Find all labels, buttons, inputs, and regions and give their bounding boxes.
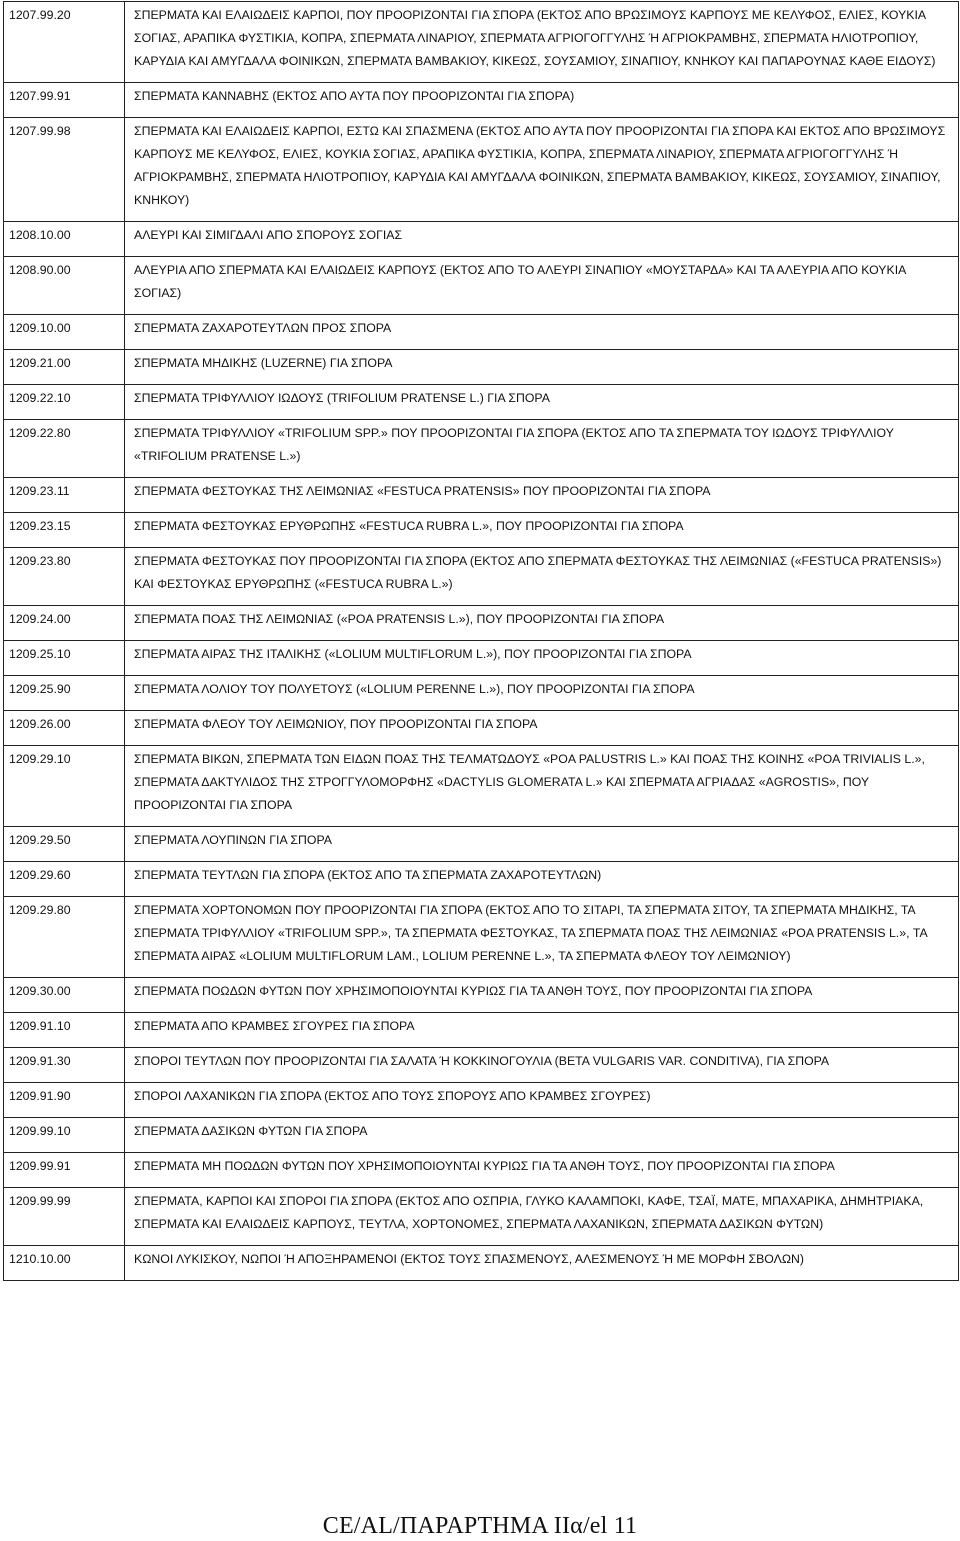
tariff-code: 1209.10.00	[4, 315, 125, 350]
table-row	[4, 1083, 959, 1118]
tariff-code: 1210.10.00	[4, 1246, 125, 1281]
tariff-code: 1209.99.99	[4, 1188, 125, 1246]
table-row	[4, 350, 959, 385]
product-description: ΣΠΕΡΜΑΤΑ ΚΑΝΝΑΒΗΣ (ΕΚΤΟΣ ΑΠΟ ΑΥΤΑ ΠΟΥ ΠΡΟΟΡΙΖΟΝΤΑΙ ΓΙΑ ΣΠΟΡΑ)	[125, 83, 959, 118]
tariff-code: 1209.25.90	[4, 676, 125, 711]
tariff-code: 1209.22.10	[4, 385, 125, 420]
tariff-code: 1209.25.10	[4, 641, 125, 676]
tariff-code: 1209.91.10	[4, 1013, 125, 1048]
table-row	[4, 978, 959, 1013]
table-row	[4, 1188, 959, 1246]
product-description: ΣΠΕΡΜΑΤΑ ΑΙΡΑΣ ΤΗΣ ΙΤΑΛΙΚΗΣ («LOLIUM MULTIFLORUM L.»), ΠΟΥ ΠΡΟΟΡΙΖΟΝΤΑΙ ΓΙΑ ΣΠΟΡΑ	[125, 641, 959, 676]
table-row	[4, 862, 959, 897]
tariff-code: 1209.99.10	[4, 1118, 125, 1153]
table-row	[4, 641, 959, 676]
product-description: ΣΠΕΡΜΑΤΑ ΤΕΥΤΛΩΝ ΓΙΑ ΣΠΟΡΑ (ΕΚΤΟΣ ΑΠΟ ΤΑ ΣΠΕΡΜΑΤΑ ΖΑΧΑΡΟΤΕΥΤΛΩΝ)	[125, 862, 959, 897]
product-description: ΣΠΕΡΜΑΤΑ ΤΡΙΦΥΛΛΙΟΥ ΙΩΔΟΥΣ (TRIFOLIUM PRATENSE L.) ΓΙΑ ΣΠΟΡΑ	[125, 385, 959, 420]
table-row	[4, 478, 959, 513]
product-description: ΣΠΕΡΜΑΤΑ ΦΛΕΟΥ ΤΟΥ ΛΕΙΜΩΝΙΟΥ, ΠΟΥ ΠΡΟΟΡΙΖΟΝΤΑΙ ΓΙΑ ΣΠΟΡΑ	[125, 711, 959, 746]
table-row	[4, 1246, 959, 1281]
table-row	[4, 1013, 959, 1048]
tariff-code: 1209.23.11	[4, 478, 125, 513]
product-description: ΣΠΟΡΟΙ ΛΑΧΑΝΙΚΩΝ ΓΙΑ ΣΠΟΡΑ (ΕΚΤΟΣ ΑΠΟ ΤΟΥΣ ΣΠΟΡΟΥΣ ΑΠΟ ΚΡΑΜΒΕΣ ΣΓΟΥΡΕΣ)	[125, 1083, 959, 1118]
tariff-code: 1209.23.80	[4, 548, 125, 606]
table-row	[4, 513, 959, 548]
product-description: ΣΠΕΡΜΑΤΑ ΒΙΚΩΝ, ΣΠΕΡΜΑΤΑ ΤΩΝ ΕΙΔΩΝ ΠΟΑΣ ΤΗΣ ΤΕΛΜΑΤΩΔΟΥΣ «POA PALUSTRIS L.» ΚΑΙ ΠΟΑΣ ΤΗΣ ΚΟΙΝΗΣ «POA TRIVIALIS L.», ΣΠΕΡΜΑΤΑ ΔΑΚΤΥΛΙΔΟΣ ΤΗΣ ΣΤΡΟΓΓΥΛΟΜΟΡΦΗΣ «DACTYLIS GLOMERATA L.» ΚΑΙ ΣΠΕΡΜΑΤΑ ΑΓΡΙΑΔΑΣ «AGROSTIS», ΠΟΥ ΠΡΟΟΡΙΖΟΝΤΑΙ ΓΙΑ ΣΠΟΡΑ	[125, 746, 959, 827]
tariff-code: 1207.99.98	[4, 118, 125, 222]
tariff-code: 1209.91.30	[4, 1048, 125, 1083]
table-row	[4, 222, 959, 257]
table-row	[4, 2, 959, 83]
table-row	[4, 118, 959, 222]
product-description: ΣΠΕΡΜΑΤΑ ΠΟΩΔΩΝ ΦΥΤΩΝ ΠΟΥ ΧΡΗΣΙΜΟΠΟΙΟΥΝΤΑΙ ΚΥΡΙΩΣ ΓΙΑ ΤΑ ΑΝΘΗ ΤΟΥΣ, ΠΟΥ ΠΡΟΟΡΙΖΟΝΤΑΙ ΓΙΑ ΣΠΟΡΑ	[125, 978, 959, 1013]
product-description: ΣΠΕΡΜΑΤΑ ΔΑΣΙΚΩΝ ΦΥΤΩΝ ΓΙΑ ΣΠΟΡΑ	[125, 1118, 959, 1153]
table-row	[4, 420, 959, 478]
product-description: ΣΠΕΡΜΑΤΑ ΚΑΙ ΕΛΑΙΩΔΕΙΣ ΚΑΡΠΟΙ, ΠΟΥ ΠΡΟΟΡΙΖΟΝΤΑΙ ΓΙΑ ΣΠΟΡΑ (ΕΚΤΟΣ ΑΠΟ ΒΡΩΣΙΜΟΥΣ ΚΑΡΠΟΥΣ ΜΕ ΚΕΛΥΦΟΣ, ΕΛΙΕΣ, ΚΟΥΚΙΑ ΣΟΓΙΑΣ, ΑΡΑΠΙΚΑ ΦΥΣΤΙΚΙΑ, ΚΟΠΡΑ, ΣΠΕΡΜΑΤΑ ΛΙΝΑΡΙΟΥ, ΣΠΕΡΜΑΤΑ ΑΓΡΙΟΓΟΓΓΥΛΗΣ Ή ΑΓΡΙΟΚΡΑΜΒΗΣ, ΣΠΕΡΜΑΤΑ ΗΛΙΟΤΡΟΠΙΟΥ, ΚΑΡΥΔΙΑ ΚΑΙ ΑΜΥΓΔΑΛΑ ΦΟΙΝΙΚΩΝ, ΣΠΕΡΜΑΤΑ ΒΑΜΒΑΚΙΟΥ, ΚΙΚΕΩΣ, ΣΟΥΣΑΜΙΟΥ, ΣΙΝΑΠΙΟΥ, ΚΝΗΚΟΥ ΚΑΙ ΠΑΠΑΡΟΥΝΑΣ ΚΑΘΕ ΕΙΔΟΥΣ)	[125, 2, 959, 83]
table-row	[4, 711, 959, 746]
tariff-code: 1209.29.10	[4, 746, 125, 827]
table-row	[4, 548, 959, 606]
tariff-table	[3, 1, 959, 1281]
product-description: ΣΠΕΡΜΑΤΑ ΜΗ ΠΟΩΔΩΝ ΦΥΤΩΝ ΠΟΥ ΧΡΗΣΙΜΟΠΟΙΟΥΝΤΑΙ ΚΥΡΙΩΣ ΓΙΑ ΤΑ ΑΝΘΗ ΤΟΥΣ, ΠΟΥ ΠΡΟΟΡΙΖΟΝΤΑΙ ΓΙΑ ΣΠΟΡΑ	[125, 1153, 959, 1188]
tariff-code: 1209.29.60	[4, 862, 125, 897]
table-row	[4, 676, 959, 711]
table-row	[4, 1153, 959, 1188]
tariff-code: 1208.90.00	[4, 257, 125, 315]
product-description: ΣΠΕΡΜΑΤΑ ΦΕΣΤΟΥΚΑΣ ΤΗΣ ΛΕΙΜΩΝΙΑΣ «FESTUCA PRATENSIS» ΠΟΥ ΠΡΟΟΡΙΖΟΝΤΑΙ ΓΙΑ ΣΠΟΡΑ	[125, 478, 959, 513]
table-row	[4, 315, 959, 350]
table-row	[4, 897, 959, 978]
tariff-code: 1209.30.00	[4, 978, 125, 1013]
tariff-code: 1207.99.20	[4, 2, 125, 83]
tariff-code: 1209.91.90	[4, 1083, 125, 1118]
tariff-code: 1209.99.91	[4, 1153, 125, 1188]
table-row	[4, 83, 959, 118]
product-description: ΣΠΕΡΜΑΤΑ ΑΠΟ ΚΡΑΜΒΕΣ ΣΓΟΥΡΕΣ ΓΙΑ ΣΠΟΡΑ	[125, 1013, 959, 1048]
product-description: ΣΠΕΡΜΑΤΑ ΧΟΡΤΟΝΟΜΩΝ ΠΟΥ ΠΡΟΟΡΙΖΟΝΤΑΙ ΓΙΑ ΣΠΟΡΑ (ΕΚΤΟΣ ΑΠΟ ΤΟ ΣΙΤΑΡΙ, ΤΑ ΣΠΕΡΜΑΤΑ ΣΙΤΟΥ, ΤΑ ΣΠΕΡΜΑΤΑ ΜΗΔΙΚΗΣ, ΤΑ ΣΠΕΡΜΑΤΑ ΤΡΙΦΥΛΛΙΟΥ «TRIFOLIUM SPP.», ΤΑ ΣΠΕΡΜΑΤΑ ΦΕΣΤΟΥΚΑΣ, ΤΑ ΣΠΕΡΜΑΤΑ ΠΟΑΣ ΤΗΣ ΛΕΙΜΩΝΙΑΣ «POA PRATENSIS L.», ΤΑ ΣΠΕΡΜΑΤΑ ΑΙΡΑΣ «LOLIUM MULTIFLORUM LAM., LOLIUM PERENNE L.», ΤΑ ΣΠΕΡΜΑΤΑ ΦΛΕΟΥ ΤΟΥ ΛΕΙΜΩΝΙΟΥ)	[125, 897, 959, 978]
product-description: ΑΛΕΥΡΙΑ ΑΠΟ ΣΠΕΡΜΑΤΑ ΚΑΙ ΕΛΑΙΩΔΕΙΣ ΚΑΡΠΟΥΣ (ΕΚΤΟΣ ΑΠΟ ΤΟ ΑΛΕΥΡΙ ΣΙΝΑΠΙΟΥ «ΜΟΥΣΤΑΡΔΑ» ΚΑΙ ΤΑ ΑΛΕΥΡΙΑ ΑΠΟ ΚΟΥΚΙΑ ΣΟΓΙΑΣ)	[125, 257, 959, 315]
tariff-code: 1208.10.00	[4, 222, 125, 257]
product-description: ΣΠΕΡΜΑΤΑ ΦΕΣΤΟΥΚΑΣ ΠΟΥ ΠΡΟΟΡΙΖΟΝΤΑΙ ΓΙΑ ΣΠΟΡΑ (ΕΚΤΟΣ ΑΠΟ ΣΠΕΡΜΑΤΑ ΦΕΣΤΟΥΚΑΣ ΤΗΣ ΛΕΙΜΩΝΙΑΣ («FESTUCA PRATENSIS») ΚΑΙ ΦΕΣΤΟΥΚΑΣ ΕΡΥΘΡΩΠΗΣ («FESTUCA RUBRA L.»)	[125, 548, 959, 606]
product-description: ΣΠΕΡΜΑΤΑ ΛΟΛΙΟΥ ΤΟΥ ΠΟΛΥΕΤΟΥΣ («LOLIUM PERENNE L.»), ΠΟΥ ΠΡΟΟΡΙΖΟΝΤΑΙ ΓΙΑ ΣΠΟΡΑ	[125, 676, 959, 711]
tariff-code: 1209.24.00	[4, 606, 125, 641]
product-description: ΣΠΕΡΜΑΤΑ ΛΟΥΠΙΝΩΝ ΓΙΑ ΣΠΟΡΑ	[125, 827, 959, 862]
tariff-code: 1209.22.80	[4, 420, 125, 478]
product-description: ΣΠΕΡΜΑΤΑ ΜΗΔΙΚΗΣ (LUZERNE) ΓΙΑ ΣΠΟΡΑ	[125, 350, 959, 385]
tariff-table-body	[4, 2, 959, 1281]
table-row	[4, 606, 959, 641]
table-row	[4, 1048, 959, 1083]
product-description: ΣΠΕΡΜΑΤΑ ΖΑΧΑΡΟΤΕΥΤΛΩΝ ΠΡΟΣ ΣΠΟΡΑ	[125, 315, 959, 350]
tariff-code: 1209.23.15	[4, 513, 125, 548]
table-row	[4, 827, 959, 862]
table-row	[4, 385, 959, 420]
product-description: ΣΠΕΡΜΑΤΑ ΚΑΙ ΕΛΑΙΩΔΕΙΣ ΚΑΡΠΟΙ, ΕΣΤΩ ΚΑΙ ΣΠΑΣΜΕΝΑ (ΕΚΤΟΣ ΑΠΟ ΑΥΤΑ ΠΟΥ ΠΡΟΟΡΙΖΟΝΤΑΙ ΓΙΑ ΣΠΟΡΑ ΚΑΙ ΕΚΤΟΣ ΑΠΟ ΒΡΩΣΙΜΟΥΣ ΚΑΡΠΟΥΣ ΜΕ ΚΕΛΥΦΟΣ, ΕΛΙΕΣ, ΚΟΥΚΙΑ ΣΟΓΙΑΣ, ΑΡΑΠΙΚΑ ΦΥΣΤΙΚΙΑ, ΚΟΠΡΑ, ΣΠΕΡΜΑΤΑ ΛΙΝΑΡΙΟΥ, ΣΠΕΡΜΑΤΑ ΑΓΡΙΟΓΟΓΓΥΛΗΣ Ή ΑΓΡΙΟΚΡΑΜΒΗΣ, ΣΠΕΡΜΑΤΑ ΗΛΙΟΤΡΟΠΙΟΥ, ΚΑΡΥΔΙΑ ΚΑΙ ΑΜΥΓΔΑΛΑ ΦΟΙΝΙΚΩΝ, ΣΠΕΡΜΑΤΑ ΒΑΜΒΑΚΙΟΥ, ΚΙΚΕΩΣ, ΣΟΥΣΑΜΙΟΥ, ΣΙΝΑΠΙΟΥ, ΚΝΗΚΟΥ)	[125, 118, 959, 222]
page-footer: CE/AL/ΠΑΡΑΡΤΗΜΑ IIα/el 11	[322, 1513, 638, 1539]
table-row	[4, 257, 959, 315]
table-row	[4, 1118, 959, 1153]
tariff-code: 1209.21.00	[4, 350, 125, 385]
tariff-code: 1209.29.80	[4, 897, 125, 978]
product-description: ΣΠΟΡΟΙ ΤΕΥΤΛΩΝ ΠΟΥ ΠΡΟΟΡΙΖΟΝΤΑΙ ΓΙΑ ΣΑΛΑΤΑ Ή ΚΟΚΚΙΝΟΓΟΥΛΙΑ (BETA VULGARIS VAR. CONDITIVA), ΓΙΑ ΣΠΟΡΑ	[125, 1048, 959, 1083]
tariff-code: 1207.99.91	[4, 83, 125, 118]
table-row	[4, 746, 959, 827]
product-description: ΣΠΕΡΜΑΤΑ ΤΡΙΦΥΛΛΙΟΥ «TRIFOLIUM SPP.» ΠΟΥ ΠΡΟΟΡΙΖΟΝΤΑΙ ΓΙΑ ΣΠΟΡΑ (ΕΚΤΟΣ ΑΠΟ ΤΑ ΣΠΕΡΜΑΤΑ ΤΟΥ ΙΩΔΟΥΣ ΤΡΙΦΥΛΛΙΟΥ «TRIFOLIUM PRATENSE L.»)	[125, 420, 959, 478]
product-description: ΣΠΕΡΜΑΤΑ, ΚΑΡΠΟΙ ΚΑΙ ΣΠΟΡΟΙ ΓΙΑ ΣΠΟΡΑ (ΕΚΤΟΣ ΑΠΟ ΟΣΠΡΙΑ, ΓΛΥΚΟ ΚΑΛΑΜΠΟΚΙ, ΚΑΦΕ, ΤΣΑΪ, ΜΑΤΕ, ΜΠΑΧΑΡΙΚΑ, ΔΗΜΗΤΡΙΑΚΑ, ΣΠΕΡΜΑΤΑ ΚΑΙ ΕΛΑΙΩΔΕΙΣ ΚΑΡΠΟΥΣ, ΤΕΥΤΛΑ, ΧΟΡΤΟΝΟΜΕΣ, ΣΠΕΡΜΑΤΑ ΛΑΧΑΝΙΚΩΝ, ΣΠΕΡΜΑΤΑ ΔΑΣΙΚΩΝ ΦΥΤΩΝ)	[125, 1188, 959, 1246]
product-description: ΑΛΕΥΡΙ ΚΑΙ ΣΙΜΙΓΔΑΛΙ ΑΠΟ ΣΠΟΡΟΥΣ ΣΟΓΙΑΣ	[125, 222, 959, 257]
product-description: ΣΠΕΡΜΑΤΑ ΠΟΑΣ ΤΗΣ ΛΕΙΜΩΝΙΑΣ («POA PRATENSIS L.»), ΠΟΥ ΠΡΟΟΡΙΖΟΝΤΑΙ ΓΙΑ ΣΠΟΡΑ	[125, 606, 959, 641]
tariff-code: 1209.29.50	[4, 827, 125, 862]
product-description: ΚΩΝΟΙ ΛΥΚΙΣΚΟΥ, ΝΩΠΟΙ Ή ΑΠΟΞΗΡΑΜΕΝΟΙ (ΕΚΤΟΣ ΤΟΥΣ ΣΠΑΣΜΕΝΟΥΣ, ΑΛΕΣΜΕΝΟΥΣ Ή ΜΕ ΜΟΡΦΗ ΣΒΟΛΩΝ)	[125, 1246, 959, 1281]
product-description: ΣΠΕΡΜΑΤΑ ΦΕΣΤΟΥΚΑΣ ΕΡΥΘΡΩΠΗΣ «FESTUCA RUBRA L.», ΠΟΥ ΠΡΟΟΡΙΖΟΝΤΑΙ ΓΙΑ ΣΠΟΡΑ	[125, 513, 959, 548]
tariff-code: 1209.26.00	[4, 711, 125, 746]
